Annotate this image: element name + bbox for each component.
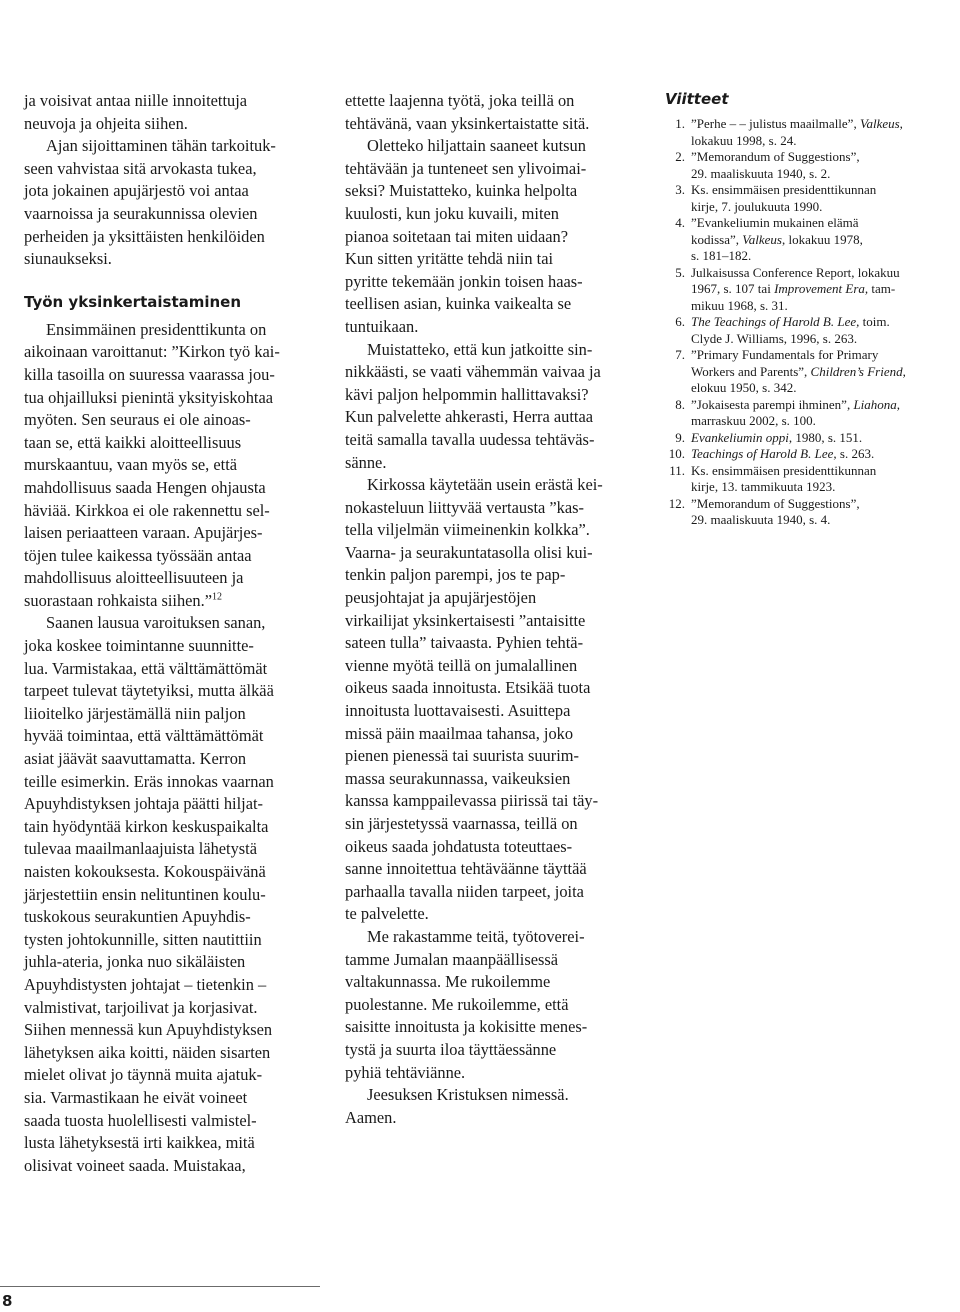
note-number: 11.	[669, 462, 685, 478]
notes-title: Viitteet	[665, 90, 729, 108]
paragraph-irrigation-analogy: Kirkossa käytetään usein erästä kei- nokasteluun liittyvää vertausta ”kas- tella viljelmän viimeinenkin kolkka”. Vaarna- ja seurakuntatasolla olisi kui- tenkin paljon parempi, jos te pap- peusjohtajat ja apujärjestöjen virkailijat yksinkertaisesti ”antaisitte sateen tulla” taivaasta. Pyhien tehtä- vienne myötä teillä on jumalallinen oikeus saada innoitusta. Etsikää tuota innoitusta luottavaisesti. Asuittepa missä päin maailmaa tahansa, joko pienen pienessä tai suurista suurim- massa seurakunnassa, vaikeuksien kanssa kamppailevassa piirissä tai täy- sin järjestetyssä vaarnassa, teillä on oikeus saada johdatusta toteuttaes- sanne innoitettua tehtäväänne täyttää parhaalla tavalla niiden tarpeet, joita te palvelette.	[345, 475, 603, 924]
note-item	[665, 446, 957, 463]
paragraph-intro: ja voisivat antaa niille innoitettuja neuvoja ja ohjeita siihen.	[24, 91, 248, 133]
note-text: ”Jokaisesta parempi ihminen”,	[691, 396, 854, 412]
paragraph-simplify: ettette laajenna työtä, joka teillä on tehtävänä, vaan yksinkertaistatte sitä.	[345, 91, 590, 133]
note-item	[665, 463, 957, 496]
note-title-italic: Children’s Friend,	[810, 363, 906, 379]
note-item	[665, 496, 957, 529]
note-number: 2.	[675, 149, 685, 164]
footer-rule	[0, 1286, 320, 1287]
note-number: 3.	[675, 182, 685, 197]
note-number: 9.	[675, 429, 685, 445]
note-text: , 1980, s. 151.	[788, 429, 863, 445]
note-item	[665, 430, 957, 447]
note-item	[665, 314, 957, 347]
note-text: toim. Clyde J. Williams, 1996, s. 263.	[691, 314, 890, 346]
note-item	[665, 149, 957, 182]
paragraph-persistence: Muistatteko, että kun jatkoitte sin- nikkäästi, se vaati vähemmän vaivaa ja kävi paljon helpommin hallittavaksi? Kun palvelette ahkerasti, Herra auttaa teitä samalla tavalla uudessa tehtäväs- sänne.	[345, 339, 601, 472]
note-text: ”Perhe – – julistus maailmalle”,	[691, 116, 860, 131]
note-item	[665, 347, 957, 397]
note-item	[665, 397, 957, 430]
column-1	[24, 90, 319, 1177]
note-text: lokakuu 1998, s. 24.	[691, 132, 797, 148]
note-title-italic: Evankeliumin oppi	[691, 429, 789, 445]
note-text: s. 263.	[836, 446, 875, 461]
paragraph-time-investment: Ajan sijoittaminen tähän tarkoituk- seen vahvistaa sitä arvokasta tukea, jota jokainen apujärjestö voi antaa vaarnoissa ja seurakunnissa olevien perheiden ja yksittäisten henkilöiden siunaukseksi.	[24, 136, 276, 269]
note-text: tam- mikuu 1968, s. 31.	[691, 281, 896, 313]
note-number: 6.	[675, 314, 685, 329]
note-text: elokuu 1950, s. 342.	[691, 380, 797, 395]
note-title-italic: The Teachings of Harold B. Lee,	[691, 314, 860, 329]
note-number: 1.	[675, 116, 685, 131]
note-text: Ks. ensimmäisen presidenttikunnan kirje, 7. joulukuuta 1990.	[691, 182, 877, 214]
note-number: 7.	[675, 347, 685, 362]
paragraph-love: Me rakastamme teitä, työtoverei- tamme Jumalan maanpäällisessä valtakunnassa. Me rukoilemme puolestanne. Me rukoilemme, että saisitte innoitusta ja kokisitte menes- tystä ja suurta iloa täyttäessänne pyhiä tehtäviänne.	[345, 926, 588, 1082]
note-text: Ks. ensimmäisen presidenttikunnan kirje, 13. tammikuuta 1923.	[691, 462, 877, 494]
note-number: 8.	[675, 396, 685, 412]
note-title-italic: Valkeus,	[859, 116, 903, 131]
note-text: ”Evankeliumin mukainen elämä kodissa”,	[691, 215, 859, 247]
note-item	[665, 116, 957, 149]
note-title-italic: Teachings of Harold B. Lee,	[691, 446, 837, 461]
footnote-ref-12: 12	[211, 591, 222, 603]
note-item	[665, 182, 957, 215]
note-number: 5.	[675, 264, 685, 280]
paragraph-closing: Jeesuksen Kristuksen nimessä. Aamen.	[345, 1085, 569, 1127]
notes-column	[665, 90, 957, 529]
paragraph-new-calling: Oletteko hiljattain saaneet kutsun tehtävään ja tunteneet sen ylivoimai- seksi? Muistatteko, kuinka helpolta kuulosti, kun joku kuvaili, miten pianoa soitetaan tai miten uidaan? Kun sitten yritätte tehdä niin tai pyritte tekemään jonkin toisen haas- teellisen asian, kuinka vaikealta se tuntuikaan.	[345, 136, 587, 336]
note-text: ”Primary Fundamentals for Primary Workers and Parents”,	[691, 347, 879, 379]
column-2	[345, 90, 645, 1129]
page-number: 8	[2, 1292, 13, 1310]
note-number: 10.	[668, 446, 685, 461]
note-item	[665, 265, 957, 315]
section-heading: Työn yksinkertaistaminen	[24, 292, 242, 311]
note-item	[665, 215, 957, 265]
paragraph-warning-example: Saanen lausua varoituksen sanan, joka koskee toimintanne suunnitte- lua. Varmistakaa, että välttämättömät tarpeet tulevat täytetyiksi, mutta älkää liioitelko järjestämällä niin paljon hyvää toimintaa, että välttämättömät asiat jäävät saavuttamatta. Kerron teille esimerkin. Eräs innokas vaarnan Apuyhdistyksen johtaja päätti hiljat- tain hyödyntää kirkon keskuspaikalta tulevaa maailmanlaajuista lähetystä naisten kokouksesta. Kokouspäivänä järjestettiin ensin nelituntinen koulu- tuskokous seurakuntien Apuyhdis- tysten johtokunnille, sitten nautittiin juhla-ateria, jonka nuo sikäläisten Apuyhdistysten johtajat – tietenkin – valmistivat, tarjoilivat ja korjasivat. Siihen mennessä kun Apuyhdistyksen lähetyksen aika koitti, näiden sisarten mielet olivat jo täynnä muita ajatuk- sia. Varmastikaan he eivät voineet saada tuosta huolellisesti valmistel- lusta lähetyksestä irti kaikkea, mitä olisivat voineet saada. Muistakaa,	[24, 613, 274, 1175]
note-title-italic: Liahona,	[853, 396, 901, 412]
paragraph-first-presidency-quote	[24, 319, 319, 613]
note-text: ”Memorandum of Suggestions”, 29. maaliskuuta 1940, s. 4.	[691, 495, 860, 527]
note-number: 12.	[668, 495, 685, 511]
note-title-italic: Valkeus	[742, 231, 782, 247]
note-text: ”Memorandum of Suggestions”, 29. maaliskuuta 1940, s. 2.	[691, 149, 860, 181]
note-text: , lokakuu 1978, s. 181–182.	[691, 231, 863, 263]
quote-text: Ensimmäinen presidenttikunta on aikoinaan varoittanut: ”Kirkon työ kai- killa tasoilla on suuressa vaarassa jou- tua ohjailluksi pienintä yksityiskohtaa myöten. Sen seuraus ei ole ainoas- taan se, että kaikki aloitteellisuus murskaantuu, vaan myös se, että mahdollisuus saada Hengen ohjausta häviää. Kirkkoa ei ole rakennettu sel- laisen periaatteen varaan. Apujärjes- töjen tulee kaikessa työssään antaa mahdollisuus aloitteellisuuteen ja suorastaan rohkaista siihen.”	[24, 319, 280, 610]
note-text: Julkaisussa Conference Report, lokakuu 1967, s. 107 tai	[691, 264, 900, 296]
note-number: 4.	[675, 215, 685, 230]
note-title-italic: Improvement Era,	[774, 281, 869, 296]
note-text: marraskuu 2002, s. 100.	[691, 413, 816, 428]
notes-list	[665, 116, 957, 529]
